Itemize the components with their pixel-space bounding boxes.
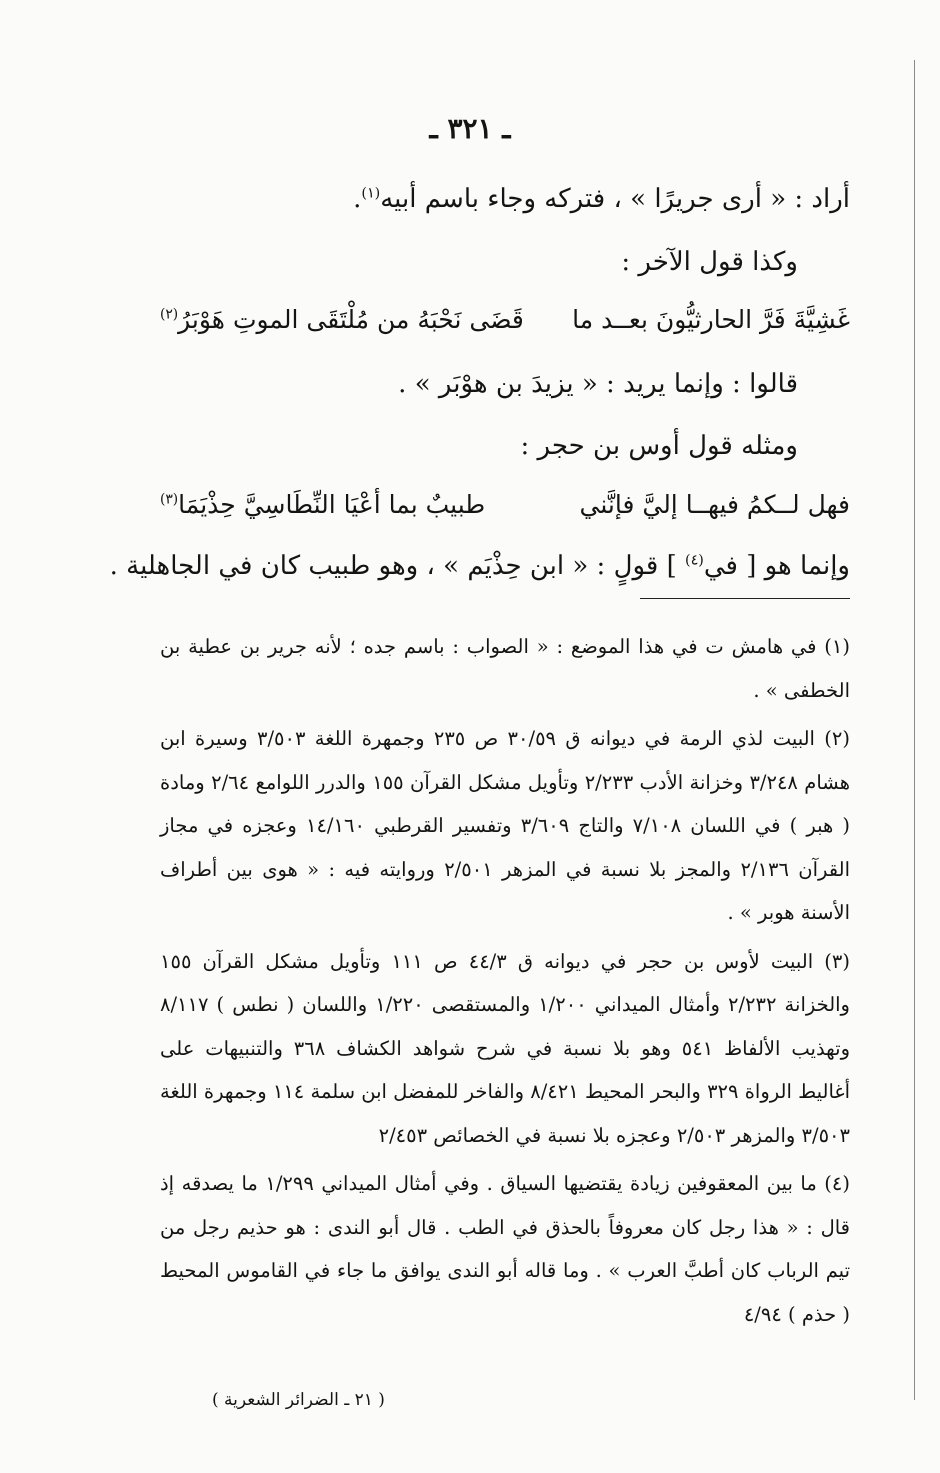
footnotes bbox=[160, 625, 850, 1341]
main-text: وكذا قول الآخر : bbox=[621, 247, 798, 277]
main-text: ومثله قول أوس بن حجر : bbox=[520, 431, 798, 461]
margin-line bbox=[914, 60, 915, 1400]
footnote-separator bbox=[640, 598, 850, 599]
verse-hemistich: فهل لــكمُ فيهــا إليَّ فإنَّني bbox=[579, 490, 850, 519]
note-ref: (٢) bbox=[160, 306, 179, 323]
main-text: وإنما هو [ في bbox=[703, 551, 850, 581]
footnote-4: (٤) ما بين المعقوفين زيادة يقتضيها السياق . وفي أمثال الميداني ١/٢٩٩ ما يصدقه إذ قال : « هذا رجل كان معروفاً بالحذق في الطب . قال أبو الندى : هو حذيم رجل من تيم الرباب كان أطبَّ العرب » . وما قاله أبو الندى يوافق ما جاء في القاموس المحيط ( حذم ) ٤/٩٤ bbox=[160, 1172, 850, 1326]
verse-hemistich: قَضَى نَحْبَهُ من مُلْتَقَى الموتِ هَوْبَرُ$^{(٢)}$ bbox=[160, 305, 524, 334]
footnote-2: (٢) البيت لذي الرمة في ديوانه ق ٣٠/٥٩ ص ٢٣٥ وجمهرة اللغة ٣/٥٠٣ وسيرة ابن هشام ٣/٢٤٨ وخزانة الأدب ٢/٢٣٣ وتأويل مشكل القرآن ١٥٥ والدرر اللوامع ٢/٦٤ ومادة ( هبر ) في اللسان ٧/١٠٨ والتاج ٣/٦٠٩ وتفسير القرطبي ١٤/١٦٠ وعجزه في مجاز القرآن ٢/١٣٦ والمجز بلا نسبة في المزهر ٢/٥٠١ وروايته فيه : « هوى بين أطراف الأسنة هوبر » . bbox=[160, 727, 851, 924]
signature-line: ( ٢١ ـ الضرائر الشعرية ) bbox=[212, 1390, 385, 1410]
footnote-3: (٣) البيت لأوس بن حجر في ديوانه ق ٤٤/٣ ص ١١١ وتأويل مشكل القرآن ١٥٥ والخزانة ٢/٢٣٢ وأمثال الميداني ١/٢٠٠ والمستقصى ١/٢٢٠ واللسان ( نطس ) ٨/١١٧ وتهذيب الألفاظ ٥٤١ وهو بلا نسبة في شرح شواهد الكشاف ٣٦٨ والتنبيهات على أغاليط الرواة ٣٢٩ والبحر المحيط ٨/٤٢١ والفاخر للمفضل ابن سلمة ١١٤ وجمهرة اللغة ٣/٥٠٣ والمزهر ٢/٥٠٣ وعجزه بلا نسبة في الخصائص ٢/٤٥٣ bbox=[160, 949, 851, 1147]
book-page: ـ ٣٢١ ـ أراد : « أرى جريرًا » ، فتركه وجاء باسم أبيه$^{(١)}$. وكذا قول الآخر : غَشِيَّةَ فَرَّ الحارثيُّونَ بعــد ما قَضَى نَحْبَهُ من مُلْتَقَى الموتِ هَوْبَرُ$^{(٢)}$ قالوا : وإنما يريد : « يزيدَ بن هوْبَر » . ومثله قول أوس بن حجر : فهل لــكمُ فيهــا إليَّ فإنَّني طبيبٌ بما أعْيَا النِّطَاسِيَّ حِذْيَمَا$^{(٣)}$ وإنما هو [ في$^{(٤)}$ ] قولٍ : « ابن حِذْيَم » ، وهو طبيب كان في الجاهلية . (١) في هامش ت في هذا الموضع : « الصواب : باسم جده ؛ لأنه جرير بن عطية بن الخطفى » . (٢) البيت لذي الرمة في ديوانه ق ٣٠/٥٩ ص ٢٣٥ وجمهرة اللغة ٣/٥٠٣ وسيرة ابن هشام ٣/٢٤٨ وخزانة الأدب ٢/٢٣٣ وتأويل مشكل القرآن ١٥٥ والدرر اللوامع ٢/٦٤ ومادة ( هبر ) في اللسان ٧/١٠٨ والتاج ٣/٦٠٩ وتفسير القرطبي ١٤/١٦٠ وعجزه في مجاز القرآن ٢/١٣٦ والمجز بلا نسبة في المزهر ٢/٥٠١ وروايته فيه : « هوى بين أطراف الأسنة هوبر » . (٣) البيت لأوس بن حجر في ديوانه ق ٤٤/٣ ص ١١١ وتأويل مشكل القرآن ١٥٥ والخزانة ٢/٢٣٢ وأمثال الميداني ١/٢٠٠ والمستقصى ١/٢٢٠ واللسان ( نطس ) ٨/١١٧ وتهذيب الألفاظ ٥٤١ وهو بلا نسبة في شرح شواهد الكشاف ٣٦٨ والتنبيهات على أغاليط الرواة ٣٢٩ والبحر المحيط ٨/٤٢١ والفاخر للمفضل ابن سلمة ١١٤ وجمهرة اللغة ٣/٥٠٣ والمزهر ٢/٥٠٣ وعجزه بلا نسبة في الخصائص ٢/٤٥٣ (٤) ما بين المعقوفين زيادة يقتضيها السياق . وفي أمثال الميداني ١/٢٩٩ ما يصدقه إذ قال : « هذا رجل كان معروفاً بالحذق في الطب . قال أبو الندى : هو حذيم رجل من تيم الرباب كان أطبَّ العرب » . وما قاله أبو الندى يوافق ما جاء في القاموس المحيط ( حذم ) ٤/٩٤ ( ٢١ ـ الضرائر الشعرية ) bbox=[0, 0, 940, 1473]
note-ref: (٤) bbox=[685, 552, 704, 569]
page-number: ـ ٣٢١ ـ bbox=[429, 112, 511, 145]
main-text: أراد : « أرى جريرًا » ، فتركه وجاء باسم أبيه bbox=[380, 184, 850, 214]
footnote-1: (١) في هامش ت في هذا الموضع : « الصواب : باسم جده ؛ لأنه جرير بن عطية بن الخطفى » . bbox=[160, 635, 850, 702]
main-text: ] قولٍ : « ابن حِذْيَم » ، وهو طبيب كان في الجاهلية . bbox=[109, 551, 677, 581]
verse-hemistich: غَشِيَّةَ فَرَّ الحارثيُّونَ بعــد ما bbox=[572, 305, 850, 334]
verse-hemistich: طبيبٌ بما أعْيَا النِّطَاسِيَّ حِذْيَمَا$^{(٣)}$ bbox=[160, 490, 486, 519]
note-ref: (٣) bbox=[160, 491, 179, 508]
main-text: قالوا : وإنما يريد : « يزيدَ بن هوْبَر » . bbox=[398, 369, 798, 399]
note-ref: (١) bbox=[361, 185, 381, 202]
